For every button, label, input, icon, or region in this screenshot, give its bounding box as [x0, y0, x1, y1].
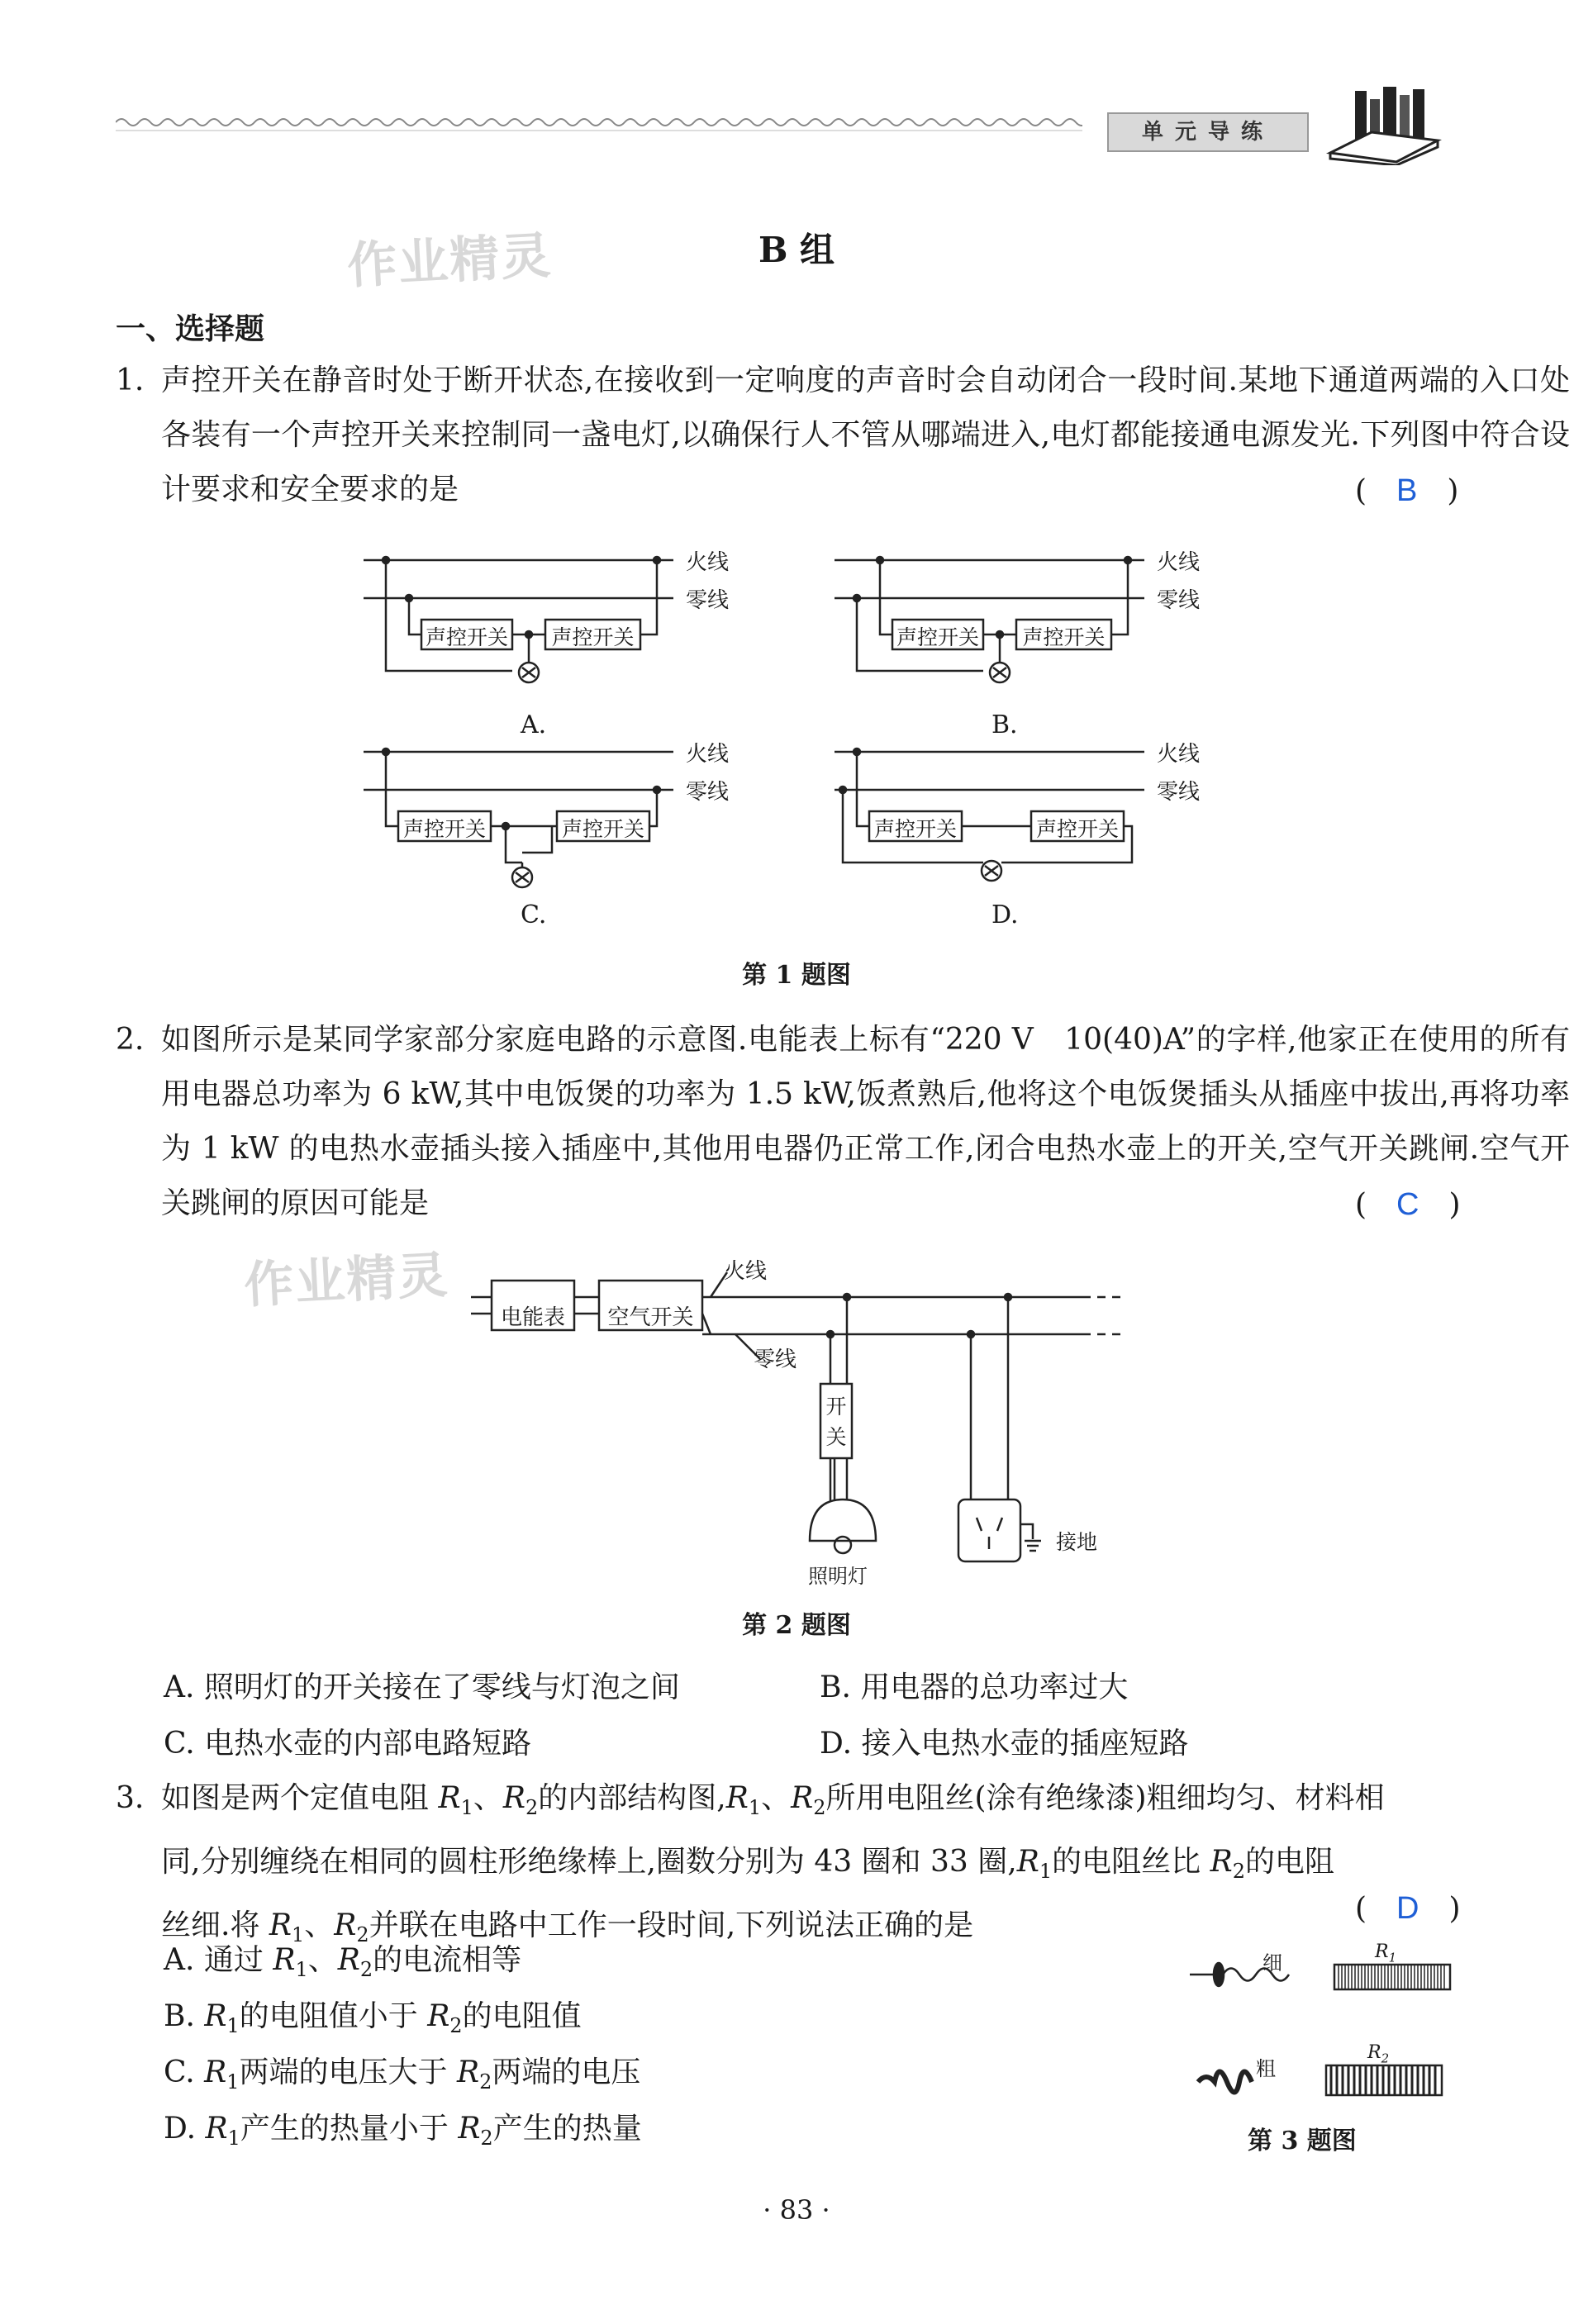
live-wire-label: 火线: [1157, 550, 1201, 575]
header-wave-line: [116, 106, 1082, 139]
question-2: [116, 1013, 1570, 1231]
option-a: A. 通过 $R_1$、$R_2$的电流相等: [164, 1943, 522, 1982]
watermark: 作业精灵: [242, 1246, 450, 1315]
question-text: 如图所示是某同学家部分家庭电路的示意图.电能表上标有“220 V 10(40)A”的字样,他家正在使用的所有用电器总功率为 6 kW,其中电饭煲的功率为 1.5 kW,饭煮熟后,他将这个电饭煲插头从插座中拔出,再将功率为 1 kW 的电热水壶插头接入插座中,其他用电器仍正常工作,闭合电热水壶上的开关,空气开关跳闸.空气开关跳闸的原因可能是: [161, 1023, 1570, 1220]
voice-switch-label: 声控开关: [1035, 817, 1119, 841]
question-text: 如图是两个定值电阻 $R_1$、$R_2$的内部结构图$,R_1$、$R_2$所用电阻丝(涂有绝缘漆)粗细均匀、材料相 同,分别缠绕在相同的圆柱形绝缘棒上,圈数分别为 43 圈和 33 圈$,R_1$的电阻丝比 $R_2$的电阻 丝细.将 $R_1$、$R_2$并联在电路中工作一段时间,下列说法正确的是: [161, 1781, 1385, 1947]
unit-label: 单元导练: [1107, 112, 1309, 152]
option-label-d: D.: [991, 901, 1019, 929]
answer-letter: D: [1396, 1891, 1419, 1926]
switch-label-bottom: 关: [825, 1425, 847, 1449]
watermark: 作业精灵: [345, 226, 554, 296]
voice-switch-label: 声控开关: [425, 625, 508, 649]
figure-caption: 第 2 题图: [742, 1611, 851, 1640]
voice-switch-label: 声控开关: [873, 817, 957, 841]
meter-label: 电能表: [500, 1305, 565, 1330]
r1-label: $R_1$: [1375, 1941, 1397, 1965]
neutral-wire-label: 零线: [686, 588, 730, 613]
breaker-label: 空气开关: [607, 1305, 694, 1330]
option-label-a: A.: [521, 711, 547, 739]
lamp-label: 照明灯: [808, 1565, 868, 1588]
option-c: C. $R_1$两端的电压大于 $R_2$两端的电压: [164, 2055, 641, 2094]
r2-label: $R_2$: [1367, 2042, 1390, 2066]
question-text: 声控开关在静音时处于断开状态,在接收到一定响度的声音时会自动闭合一段时间.某地下通道两端的入口处各装有一个声控开关来控制同一盏电灯,以确保行人不管从哪端进入,电灯都能接通电源发光.下列图中符合设计要求和安全要求的是: [161, 364, 1570, 506]
books-icon: [1322, 83, 1454, 165]
option-c: C. 电热水壶的内部电路短路: [164, 1727, 532, 1761]
q1-circuit-diagrams: [347, 537, 1256, 934]
neutral-wire-label: 零线: [754, 1347, 797, 1372]
option-a: A. 照明灯的开关接在了零线与灯泡之间: [164, 1671, 680, 1704]
circuit-a: [364, 557, 673, 682]
answer-letter: B: [1396, 473, 1418, 508]
answer-bracket: ( B ): [1355, 473, 1459, 508]
section-title: 一、选择题: [116, 311, 265, 346]
figure-caption: 第 1 题图: [742, 961, 851, 990]
question-number: 1.: [116, 364, 145, 397]
voice-switch-label: 声控开关: [1022, 625, 1106, 649]
answer-bracket: ( C ): [1355, 1187, 1461, 1222]
live-wire-label: 火线: [686, 742, 730, 767]
option-b: B. $R_1$的电阻值小于 $R_2$的电阻值: [164, 1999, 582, 2038]
circuit-b: [835, 557, 1144, 682]
option-d: D. 接入电热水壶的插座短路: [820, 1727, 1189, 1761]
live-wire-label: 火线: [1157, 742, 1201, 767]
answer-letter: C: [1396, 1187, 1419, 1222]
voice-switch-label: 声控开关: [551, 625, 635, 649]
thin-label: 细: [1263, 1951, 1282, 1975]
option-label-c: C.: [521, 901, 547, 929]
answer-bracket: ( D ): [1355, 1891, 1461, 1926]
question-number: 3.: [116, 1781, 145, 1815]
voice-switch-label: 声控开关: [402, 817, 486, 841]
neutral-wire-label: 零线: [1157, 588, 1201, 613]
question-3: [116, 1771, 1570, 1963]
voice-switch-label: 声控开关: [896, 625, 979, 649]
voice-switch-label: 声控开关: [561, 817, 644, 841]
socket-box: [958, 1499, 1020, 1561]
option-b: B. 用电器的总功率过大: [820, 1671, 1129, 1704]
option-label-b: B.: [991, 711, 1018, 739]
group-title: B 组: [758, 230, 835, 270]
live-wire-label: 火线: [686, 550, 730, 575]
question-number: 2.: [116, 1023, 145, 1057]
neutral-wire-label: 零线: [686, 780, 730, 805]
question-1: [116, 354, 1570, 517]
figure-caption: 第 3 题图: [1248, 2127, 1357, 2155]
option-d: D. $R_1$产生的热量小于 $R_2$产生的热量: [164, 2112, 642, 2151]
page-number: · 83 ·: [763, 2194, 830, 2226]
live-wire-label: 火线: [724, 1259, 768, 1284]
switch-label-top: 开: [825, 1395, 847, 1419]
thick-label: 粗: [1256, 2057, 1276, 2080]
q3-resistor-figure: [1182, 1941, 1462, 2107]
neutral-wire-label: 零线: [1157, 780, 1201, 805]
ground-label: 接地: [1056, 1530, 1098, 1554]
